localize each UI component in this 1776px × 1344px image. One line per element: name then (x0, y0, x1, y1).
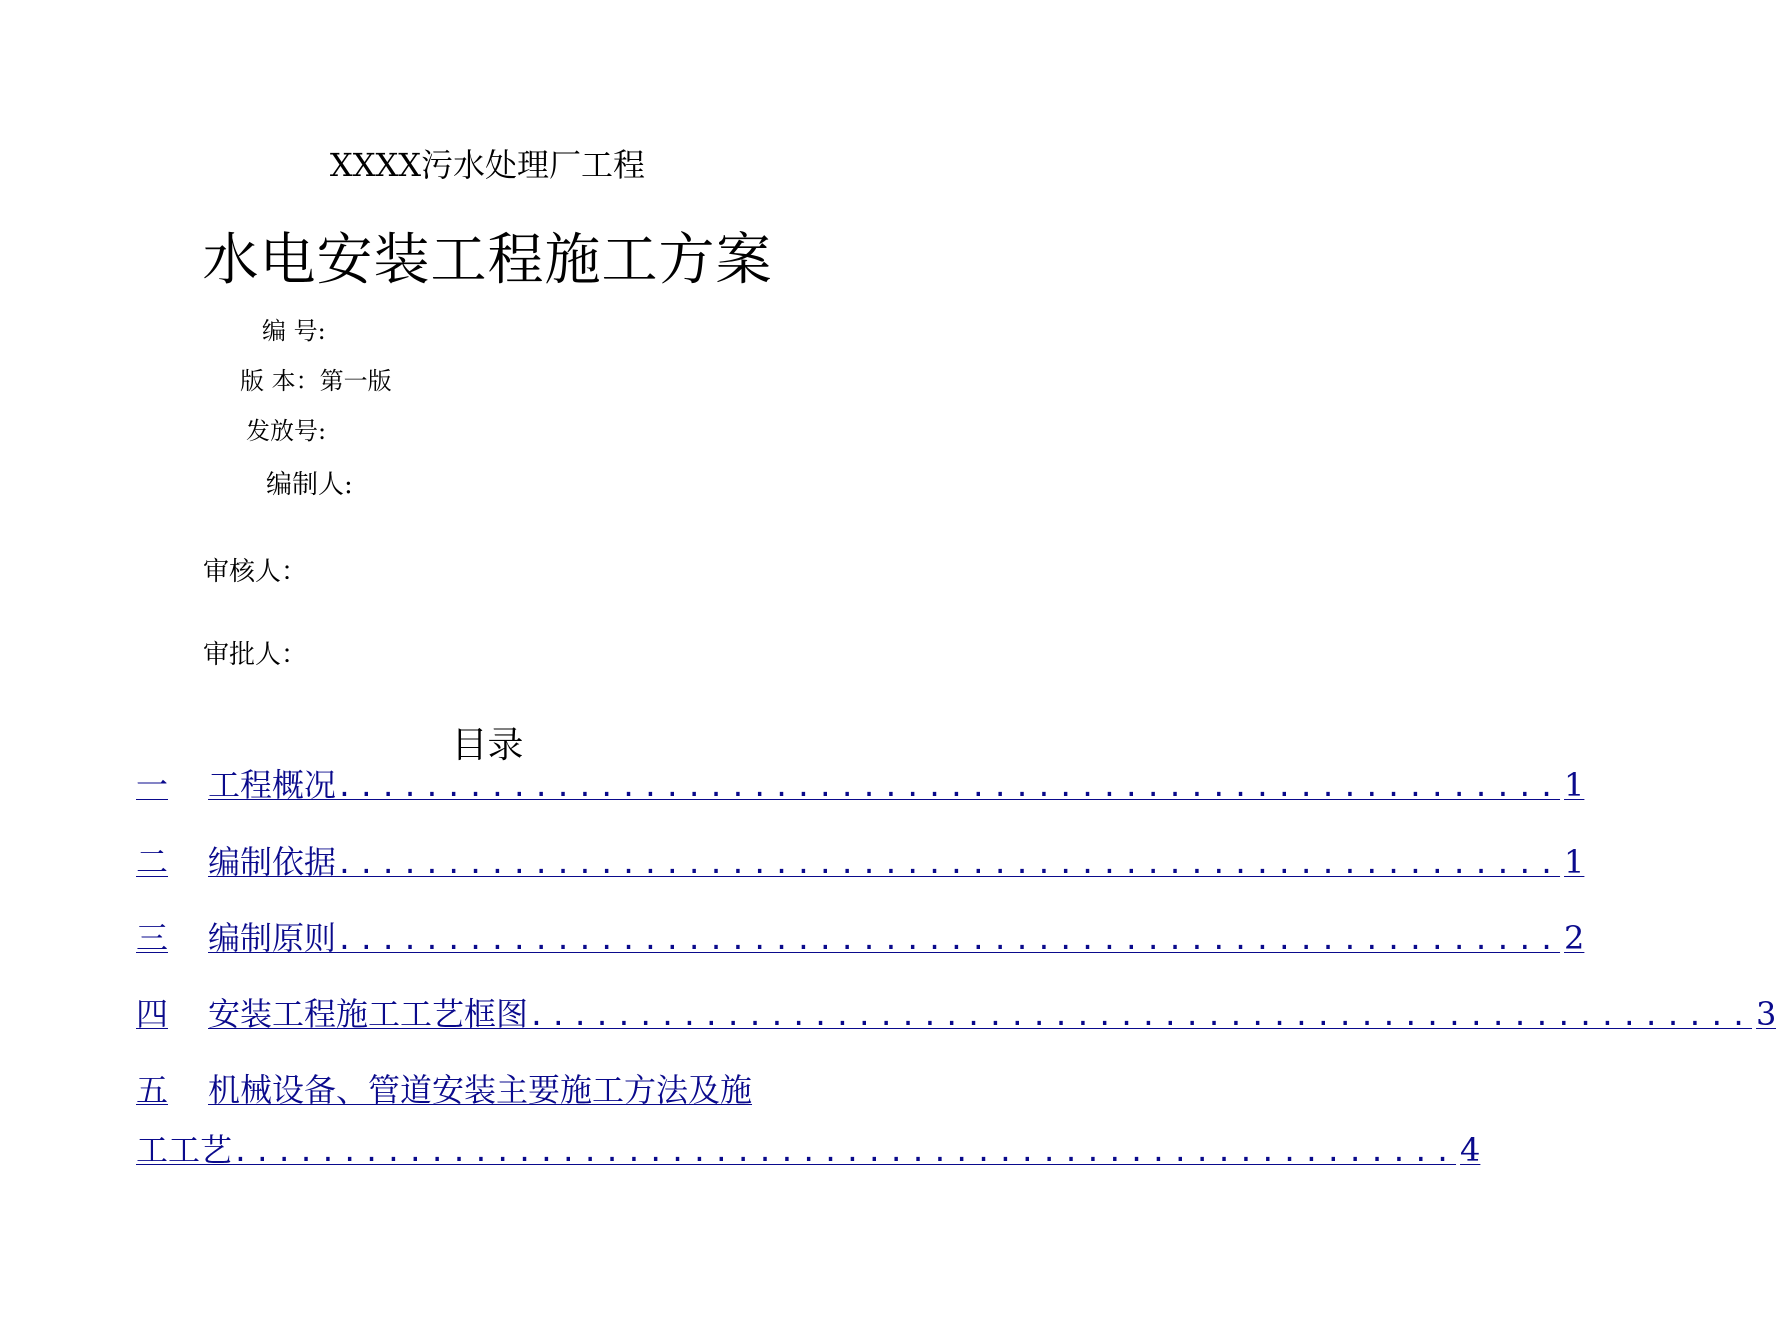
toc-label: 工程概况 (208, 766, 337, 804)
toc-leader-dots: ........................................................ (232, 1135, 1457, 1168)
toc-title: 目录 (451, 725, 524, 766)
toc-leader-dots: ........................................................ (528, 999, 1753, 1032)
field-number: 编 号: (262, 317, 326, 345)
toc-page-number: 4 (1460, 1131, 1481, 1169)
toc-page-number: 2 (1564, 919, 1585, 957)
toc-label: 编制依据 (208, 843, 337, 881)
toc-page-number: 3 (1756, 995, 1776, 1033)
toc-leader-dots: ........................................................ (336, 923, 1561, 956)
field-compiler: 编制人: (266, 470, 353, 500)
toc-link-5-continued[interactable] (136, 1125, 1481, 1169)
toc-label: 机械设备、管道安装主要施工方法及施 (208, 1071, 753, 1109)
field-issue-number: 发放号: (246, 417, 327, 445)
toc-page-number: 1 (1564, 843, 1585, 881)
toc-number: 二 (136, 843, 169, 881)
toc-label-continued: 工工艺 (136, 1131, 233, 1169)
toc-leader-dots: ........................................................ (336, 847, 1561, 880)
toc-link-2[interactable] (136, 837, 1585, 881)
field-version: 版 本：第一版 (240, 367, 392, 395)
toc-number: 三 (136, 919, 169, 957)
toc-number: 五 (136, 1071, 169, 1109)
toc-link-4[interactable] (136, 989, 1776, 1033)
toc-page-number: 1 (1564, 766, 1585, 804)
toc-number: 一 (136, 766, 169, 804)
toc-label: 编制原则 (208, 919, 337, 957)
toc-link-5[interactable] (136, 1065, 836, 1109)
toc-number: 四 (136, 995, 169, 1033)
toc-leader-dots: ........................................................ (336, 770, 1561, 803)
toc-link-3[interactable] (136, 913, 1585, 957)
field-approver: 审批人： (203, 640, 308, 670)
toc-link-1[interactable] (136, 760, 1585, 804)
document-title: 水电安装工程施工方案 (202, 228, 773, 293)
toc-label: 安装工程施工工艺框图 (208, 995, 529, 1033)
project-subtitle: XXXX污水处理厂工程 (329, 146, 646, 184)
field-reviewer: 审核人： (203, 557, 308, 587)
